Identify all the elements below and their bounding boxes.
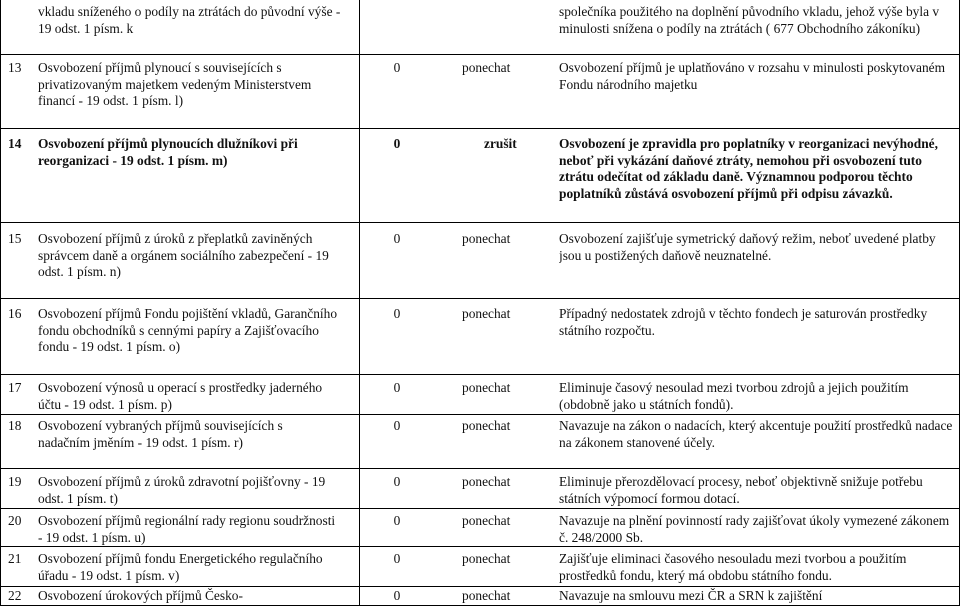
row-action: ponechat: [462, 60, 511, 75]
row-divider: [0, 222, 960, 223]
row-reason: Eliminuje přerozdělovací procesy, neboť objektivně snižuje potřebu státních výpomocí formou dotací.: [559, 474, 923, 506]
row-divider: [0, 54, 960, 55]
row-action: ponechat: [462, 231, 511, 246]
row-divider: [0, 546, 960, 547]
row-divider: [0, 468, 960, 469]
row-action: ponechat: [462, 588, 511, 603]
row-number: 14: [8, 136, 22, 151]
row-desc: Osvobození příjmů regionální rady regionu soudržnosti - 19 odst. 1 písm. u): [38, 513, 336, 545]
row-divider: [0, 414, 960, 415]
column-divider: [359, 0, 360, 606]
row-desc: Osvobození příjmů Fondu pojištění vkladů, Garančního fondu obchodníků s cennými papíry a Zajišťovacího fondu - 19 odst. 1 písm. o): [38, 306, 338, 354]
row-value: 0: [393, 231, 401, 246]
row-number: 15: [8, 231, 22, 246]
row-action: ponechat: [462, 474, 511, 489]
row-desc: Osvobození příjmů plynoucích dlužníkovi při reorganizaci - 19 odst. 1 písm. m): [38, 136, 298, 168]
row-action: ponechat: [462, 551, 511, 566]
row-desc: Osvobození příjmů z úroků z přeplatků zaviněných správcem daně a orgánem sociálního zabezpečení - 19 odst. 1 písm. n): [38, 231, 329, 279]
row-desc: Osvobození příjmů fondu Energetického regulačního úřadu - 19 odst. 1 písm. v): [38, 551, 323, 583]
row-value: 0: [393, 418, 401, 433]
row-number: 13: [8, 60, 22, 75]
row-reason: Osvobození příjmů je uplatňováno v rozsahu v minulosti poskytovaném Fondu národního majetku: [559, 60, 946, 92]
row-value: 0: [393, 136, 401, 151]
row-action: zrušit: [484, 136, 517, 151]
table-border-left: [0, 0, 1, 606]
row-action: ponechat: [462, 418, 511, 433]
row-value: 0: [393, 60, 401, 75]
row-action: ponechat: [462, 513, 511, 528]
row-reason: Navazuje na zákon o nadacích, který akcentuje použití prostředků nadace na zákonem stanovené účely.: [559, 418, 953, 450]
row-desc: vkladu sníženého o podíly na ztrátách do původní výše - 19 odst. 1 písm. k: [38, 4, 341, 36]
row-reason: Navazuje na plnění povinností rady zajišťovat úkoly vymezené zákonem č. 248/2000 Sb.: [559, 513, 950, 545]
row-desc: Osvobození vybraných příjmů souvisejících s nadačním jměním - 19 odst. 1 písm. r): [38, 418, 283, 450]
row-number: 17: [8, 380, 22, 395]
row-action: ponechat: [462, 306, 511, 321]
row-divider: [0, 128, 960, 129]
row-action: ponechat: [462, 380, 511, 395]
row-number: 20: [8, 513, 22, 528]
row-divider: [0, 586, 960, 587]
row-reason: Zajišťuje eliminaci časového nesouladu mezi tvorbou a použitím prostředků fondu, který má obdobu státního fondu.: [559, 551, 907, 583]
row-reason: Osvobození zajišťuje symetrický daňový režim, neboť uvedené platby jsou u postižených daňově neuznatelné.: [559, 231, 936, 263]
row-desc: Osvobození příjmů z úroků zdravotní pojišťovny - 19 odst. 1 písm. t): [38, 474, 326, 506]
row-number: 16: [8, 306, 22, 321]
row-reason: Eliminuje časový nesoulad mezi tvorbou zdrojů a jejich použitím (obdobně jako u státních fondů).: [559, 380, 909, 412]
row-number: 19: [8, 474, 22, 489]
row-reason: Navazuje na smlouvu mezi ČR a SRN k zajištění: [559, 588, 823, 603]
row-reason: Případný nedostatek zdrojů v těchto fondech je saturován prostředky státního rozpočtu.: [559, 306, 928, 338]
row-divider: [0, 605, 960, 606]
row-number: 21: [8, 551, 22, 566]
row-divider: [0, 298, 960, 299]
row-value: 0: [393, 513, 401, 528]
row-value: 0: [393, 551, 401, 566]
row-desc: Osvobození výnosů u operací s prostředky jaderného účtu - 19 odst. 1 písm. p): [38, 380, 323, 412]
row-desc: Osvobození úrokových příjmů Česko-: [38, 588, 243, 603]
row-value: 0: [393, 306, 401, 321]
row-value: 0: [393, 474, 401, 489]
row-number: 22: [8, 588, 22, 603]
row-number: 18: [8, 418, 22, 433]
row-desc: Osvobození příjmů plynoucí s souvisejících s privatizovaným majetkem vedeným Ministerstvem financí - 19 odst. 1 písm. l): [38, 60, 312, 108]
row-reason: Osvobození je zpravidla pro poplatníky v reorganizaci nevýhodné, neboť při vykázání daňové ztráty, nemohou při osvobození tuto ztrátu odečítat od základu daně. Významnou podporou těchto poplatníků zůstává osvobození příjmů při odpisu závazků.: [559, 136, 938, 201]
row-reason: společníka použitého na doplnění původního vkladu, jehož výše byla v minulosti snížena o podíly na ztrátách ( 677 Obchodního zákoníku): [559, 4, 940, 36]
row-divider: [0, 508, 960, 509]
row-value: 0: [393, 588, 401, 603]
row-value: 0: [393, 380, 401, 395]
row-divider: [0, 374, 960, 375]
